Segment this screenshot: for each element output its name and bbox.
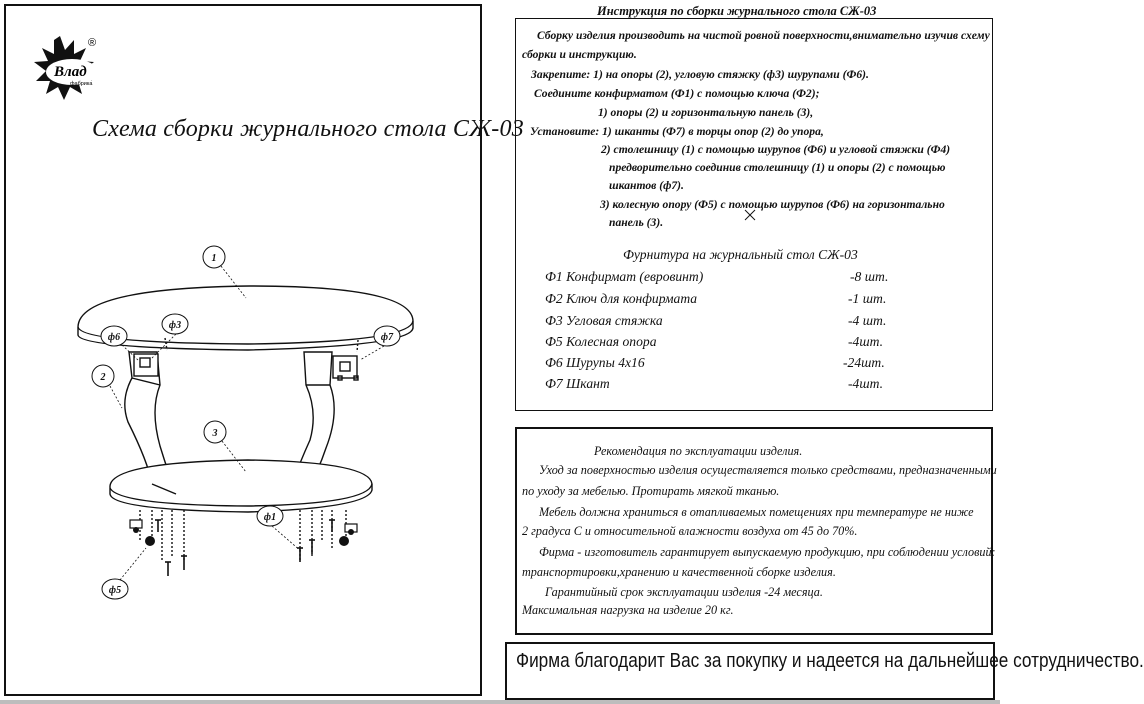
fitting-qty: -1 шт. (848, 291, 887, 306)
instruction-line: Сборку изделия производить на чистой ровной поверхности,внимательно изучив схему (537, 29, 990, 42)
recommendation-title: Рекомендация по эксплуатации изделия. (594, 444, 803, 458)
callout-f5-label: ф5 (108, 585, 122, 596)
recommendation-line: Мебель должна храниться в отапливаемых помещениях при температуре не ниже (539, 505, 974, 519)
fitting-qty: -24шт. (843, 355, 885, 370)
callout-1-label: 1 (211, 253, 217, 264)
instruction-line: панель (3). (609, 216, 664, 229)
instruction-line: шкантов (ф7). (609, 179, 684, 192)
fittings-title: Фурнитура на журнальный стол СЖ-03 (623, 247, 858, 262)
instruction-line: Установите: 1) шканты (Ф7) в торцы опор (2) до упора, (530, 125, 824, 138)
fitting-qty: -4 шт. (848, 313, 887, 328)
recommendation-line: Гарантийный срок эксплуатации изделия -24 месяца. (545, 585, 823, 599)
page-title: Схема сборки журнального стола СЖ-03 (92, 116, 524, 142)
instruction-line: сборки и инструкцию. (522, 48, 637, 61)
recommendation-line: Фирма - изготовитель гарантирует выпускаемую продукцию, при соблюдении условий: (539, 545, 996, 559)
right-bracket-part (333, 356, 357, 378)
fitting-name: Ф2 Ключ для конфирмата (545, 291, 698, 306)
instruction-line: 1) опоры (2) и горизонтальную панель (3), (598, 106, 814, 119)
callout-f3-label: ф3 (168, 320, 182, 331)
logo-subtitle: фабрика (70, 81, 93, 87)
instruction-line: 3) колесную опору (Ф5) с помощью шурупов (Ф6) на горизонтально (600, 198, 945, 211)
cross-mark-icon (744, 209, 756, 221)
recommendation-line: транспортировки,хранению и качественной сборке изделия. (522, 565, 836, 579)
instruction-line: Закрепите: 1) на опоры (2), угловую стяжку (ф3) шурупами (Ф6). (531, 68, 869, 81)
callout-f7-label: ф7 (380, 332, 394, 343)
fitting-qty: -4шт. (848, 334, 883, 349)
shelf-part (110, 460, 372, 512)
recommendation-line: Максимальная нагрузка на изделие 20 кг. (522, 603, 734, 617)
recommendation-line: Уход за поверхностью изделия осуществляется только средствами, предназначенными (539, 463, 997, 477)
fitting-name: Ф3 Угловая стяжка (545, 313, 663, 328)
recommendation-line: 2 градуса С и относительной влажности воздуха от 45 до 70%. (522, 524, 858, 538)
instructions-header: Инструкция по сборки журнального стола СЖ-03 (597, 4, 877, 18)
fitting-qty: -4шт. (848, 376, 883, 391)
logo-registered-mark: ® (88, 37, 97, 49)
instruction-line: предворительно соединив столешницу (1) и опоры (2) с помощью (609, 161, 946, 174)
logo-brand: Влад (54, 64, 87, 80)
callout-3-label: 3 (212, 428, 218, 439)
fitting-name: Ф7 Шкант (545, 376, 610, 391)
callout-2-label: 2 (100, 372, 106, 383)
callout-f6-label: ф6 (107, 332, 121, 343)
callout-f1-label: ф1 (263, 512, 277, 523)
screw-icons (155, 520, 335, 576)
fitting-name: Ф6 Шурупы 4х16 (545, 355, 645, 370)
instruction-line: 2) столешницу (1) с помощью шурупов (Ф6) и угловой стяжки (Ф4) (601, 143, 951, 156)
fitting-qty: -8 шт. (850, 269, 889, 284)
thanks-message: Фирма благодарит Вас за покупку и надеется на дальнейшее сотрудничество. (516, 650, 1144, 672)
fitting-name: Ф1 Конфирмат (евровинт) (545, 269, 704, 284)
table-assembly-diagram (0, 0, 482, 700)
left-bracket-part (134, 354, 158, 376)
screw-guides (140, 510, 346, 562)
page-shadow (0, 700, 1000, 704)
fitting-name: Ф5 Колесная опора (545, 334, 657, 349)
instruction-line: Соедините конфирматом (Ф1) с помощью ключа (Ф2); (534, 87, 820, 100)
recommendation-line: по уходу за мебелью. Протирать мягкой тканью. (522, 484, 780, 498)
caster-icons (130, 520, 357, 546)
